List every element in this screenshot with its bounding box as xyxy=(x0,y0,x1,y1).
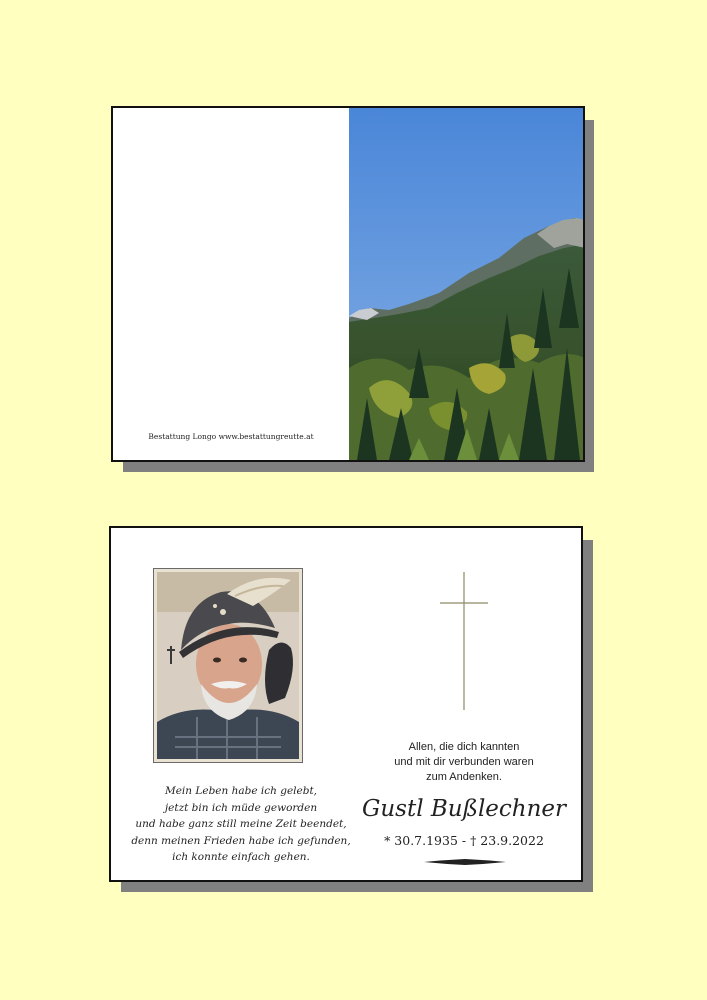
poem-line: Mein Leben habe ich gelebt, xyxy=(164,785,318,797)
memorial-poem xyxy=(121,783,361,866)
outside-card xyxy=(111,106,585,462)
dedication-line: und mit dir verbunden waren xyxy=(394,756,534,768)
life-dates: * 30.7.1935 - † 23.9.2022 xyxy=(384,833,544,848)
deceased-name: Gustl Bußlechner xyxy=(361,796,567,822)
mountain-landscape-photo xyxy=(349,108,585,460)
funeral-home-footer: Bestattung Longo www.bestattungreutte.at xyxy=(148,432,314,441)
dedication-line: Allen, die dich kannten xyxy=(408,741,520,753)
cross-icon xyxy=(439,572,489,712)
poem-line: denn meinen Frieden habe ich gefunden, xyxy=(131,834,351,847)
inside-card xyxy=(109,526,583,882)
portrait-photo xyxy=(157,572,299,759)
dedication-text xyxy=(351,740,577,785)
poem-line: und habe ganz still meine Zeit beendet, xyxy=(135,818,347,830)
outside-card-back-panel xyxy=(113,108,349,460)
portrait-photo-frame xyxy=(153,568,303,763)
poem-line: ich konnte einfach gehen. xyxy=(172,851,310,863)
poem-line: jetzt bin ich müde geworden xyxy=(164,801,318,814)
dedication-line: zum Andenken. xyxy=(426,771,502,783)
ornament-divider-icon xyxy=(424,858,506,866)
